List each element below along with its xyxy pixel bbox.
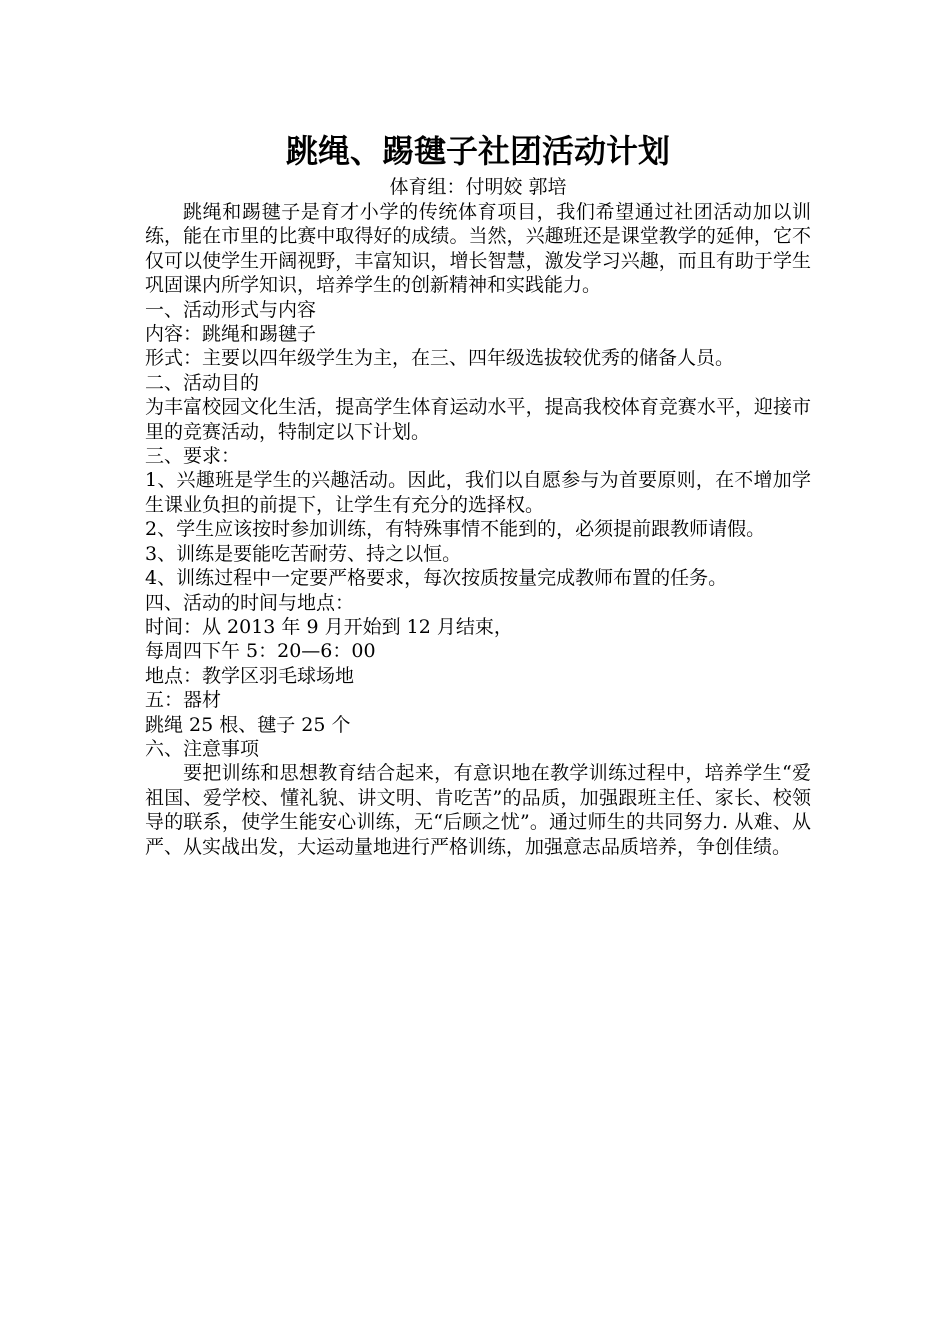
section-1-form: 形式：主要以四年级学生为主，在三、四年级选拔较优秀的储备人员。: [145, 347, 735, 370]
section-2-heading: 二、活动目的: [145, 371, 260, 394]
requirement-4: 4、训练过程中一定要严格要求，每次按质按量完成教师布置的任务。: [145, 567, 728, 590]
requirement-3: 3、训练是要能吃苦耐劳、持之以恒。: [145, 542, 462, 565]
intro-paragraph: 跳绳和踢毽子是育才小学的传统体育项目，我们希望通过社团活动加以训练，能在市里的比赛中取得好的成绩。当然，兴趣班还是课堂教学的延伸，它不仅可以使学生开阔视野，丰富知识，增长智慧，激发学习兴趣，而且有助于学生巩固课内所学知识，培养学生的创新精神和实践能力。: [145, 201, 811, 297]
section-4-place: 地点：教学区羽毛球场地: [145, 664, 355, 687]
section-6-heading: 六、注意事项: [145, 737, 260, 760]
section-4-weekly: 每周四下午 5：20—6：00: [145, 640, 376, 663]
section-2-text: 为丰富校园文化生活，提高学生体育运动水平，提高我校体育竞赛水平，迎接市里的竞赛活动，特制定以下计划。: [145, 396, 811, 443]
section-4-heading: 四、活动的时间与地点：: [145, 591, 355, 614]
section-3-heading: 三、要求：: [145, 445, 241, 468]
document-title: 跳绳、踢毽子社团活动计划: [285, 132, 670, 170]
section-5-text: 跳绳 25 根、毽子 25 个: [145, 713, 351, 736]
section-1-content: 内容：跳绳和踢毽子: [145, 323, 317, 346]
author-line: 体育组：付明姣 郭培: [389, 176, 567, 198]
section-4-time: 时间：从 2013 年 9 月开始到 12 月结束，: [145, 615, 513, 638]
document-page: [145, 128, 811, 859]
requirement-2: 2、学生应该按时参加训练，有特殊事情不能到的，必须提前跟教师请假。: [145, 518, 766, 541]
section-6-text: 要把训练和思想教育结合起来，有意识地在教学训练过程中，培养学生“爱祖国、爱学校、懂礼貌、讲文明、肯吃苦”的品质，加强跟班主任、家长、校领导的联系，使学生能安心训练，无“后顾之忧”。通过师生的共同努力. 从难、从严、从实战出发，大运动量地进行严格训练，加强意志品质培养，争创佳绩。: [145, 762, 811, 858]
section-1-heading: 一、活动形式与内容: [145, 298, 317, 321]
section-5-heading: 五：器材: [145, 689, 222, 712]
requirement-1: 1、兴趣班是学生的兴趣活动。因此，我们以自愿参与为首要原则，在不增加学生课业负担的前提下，让学生有充分的选择权。: [145, 469, 811, 516]
